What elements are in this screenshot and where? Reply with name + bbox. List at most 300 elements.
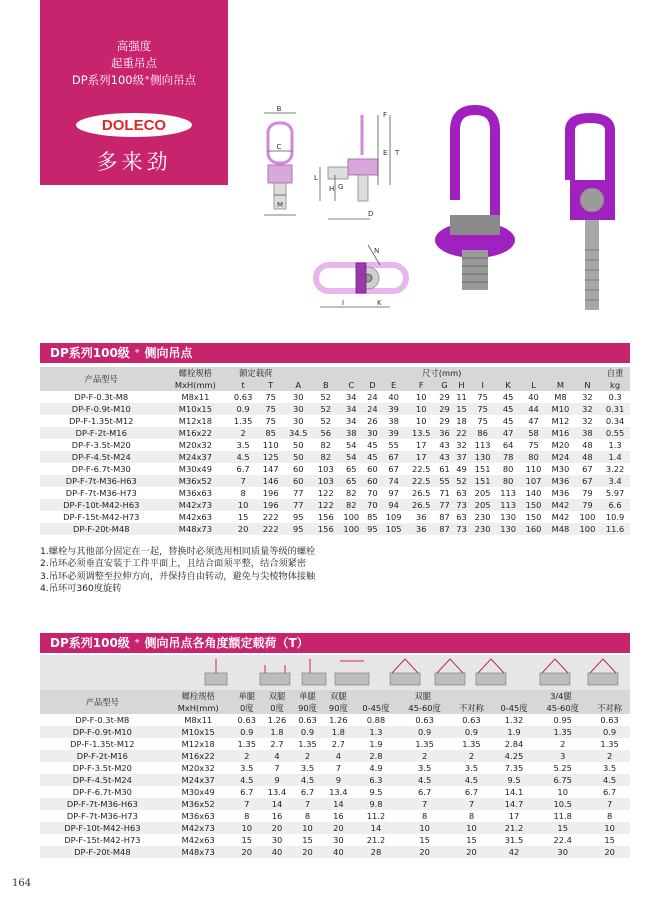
table-cell: 86 — [470, 427, 495, 439]
table-cell: 10.9 — [600, 511, 630, 523]
table-cell: 13.4 — [329, 787, 348, 797]
table-cell: 94 — [381, 499, 406, 511]
table-cell: 36 — [436, 427, 453, 439]
table-cell: 52 — [453, 475, 470, 487]
col-size: 尺寸(mm) — [283, 367, 600, 379]
hoist-ring-right — [570, 118, 615, 310]
table-cell: 55 — [436, 475, 453, 487]
table-cell: 45 — [495, 415, 520, 427]
table-cell: 1.35 — [600, 739, 619, 749]
table-cell: 6.7 — [603, 787, 617, 797]
load-col-q045: 0-45度 — [492, 702, 536, 714]
double-4560-icon — [435, 673, 465, 685]
table-cell: DP-F-6.7t-M30 — [72, 787, 132, 797]
table-cell: 30 — [283, 403, 313, 415]
load-col-double90-angle: 90度 — [323, 702, 354, 714]
table-cell: DP-F-20t-M48 — [40, 846, 165, 858]
table-cell: 3.5 — [300, 763, 315, 773]
table-cell: M42x73 — [163, 499, 229, 511]
table-cell: 95 — [283, 511, 313, 523]
brand-cn: 多来劲 — [96, 150, 172, 174]
table-cell: 4.5 — [292, 774, 323, 786]
section-header-loads — [40, 633, 630, 653]
table-cell: 38 — [339, 427, 364, 439]
table-cell: 30 — [271, 835, 283, 845]
table-cell: 14 — [262, 798, 292, 810]
dim-label-k: K — [377, 299, 382, 307]
table-cell: 20 — [232, 846, 262, 858]
table-cell: 60 — [364, 475, 381, 487]
table-cell: 48 — [575, 451, 600, 463]
table-cell: 7 — [228, 475, 258, 487]
table-cell: 7 — [589, 798, 630, 810]
dim-label-c: C — [276, 143, 282, 151]
table-cell: 130 — [470, 451, 495, 463]
table-cell: 222 — [258, 523, 283, 535]
product-photo — [430, 100, 630, 330]
table-cell: 4.5 — [398, 774, 451, 786]
table-cell: 11.2 — [366, 811, 386, 821]
table-cell: 61 — [436, 463, 453, 475]
col-weight: 自重 — [600, 367, 630, 379]
table-cell: DP-F-10t-M42-H63 — [40, 499, 163, 511]
table-cell: 85 — [364, 511, 381, 523]
table-cell: 10 — [589, 822, 630, 834]
table-cell: 38 — [381, 415, 406, 427]
load-col-q4560: 45-60度 — [536, 702, 589, 714]
table-cell: 18 — [453, 415, 470, 427]
table-cell: 1.26 — [329, 715, 348, 725]
table-cell: 64 — [495, 439, 520, 451]
logo-text: DOLECO — [101, 117, 167, 134]
quad-045-icon — [540, 673, 570, 685]
table-cell: 80 — [521, 451, 546, 463]
table-cell: 28 — [354, 846, 398, 858]
table-cell: 3.4 — [600, 475, 630, 487]
unit-E: E — [381, 379, 406, 391]
table-cell: 29 — [436, 415, 453, 427]
table-cell: 10 — [232, 822, 262, 834]
table-cell: 26.5 — [406, 487, 436, 499]
table-cell: 40 — [262, 846, 292, 858]
table-cell: M36x52 — [165, 798, 232, 810]
dim-label-b: B — [276, 105, 282, 113]
table-cell: M42x73 — [165, 822, 232, 834]
table-cell: 1.26 — [267, 715, 287, 725]
table-cell: M36x63 — [181, 811, 215, 821]
dim-label-g: G — [338, 183, 344, 191]
double-045-icon — [390, 673, 420, 685]
table-cell: 77 — [436, 499, 453, 511]
table-cell: M8x11 — [184, 715, 213, 725]
section-header-specs — [40, 343, 630, 363]
table-cell: 1.32 — [504, 715, 524, 725]
table-cell: 10 — [406, 403, 436, 415]
table-cell: 8 — [304, 811, 311, 821]
table-cell: 7 — [232, 798, 262, 810]
table-cell: 48 — [575, 439, 600, 451]
table-cell: 7 — [451, 798, 492, 810]
load-col-single0-angle: 0度 — [232, 702, 262, 714]
table-row — [40, 810, 630, 822]
table-cell: 49 — [453, 463, 470, 475]
table-cell: 75 — [258, 391, 283, 403]
table-cell: M42x63 — [181, 835, 215, 845]
table-cell: 0.9 — [292, 726, 323, 738]
table-row — [40, 714, 630, 726]
table-cell: 1.35 — [228, 415, 258, 427]
table-cell: 196 — [258, 499, 283, 511]
table-cell: 22.4 — [553, 835, 572, 845]
table-cell: 0.63 — [600, 715, 619, 725]
table-cell: 31.5 — [504, 835, 524, 845]
banner-titles — [40, 38, 228, 89]
table-cell: 39 — [381, 403, 406, 415]
technical-drawings — [250, 95, 410, 335]
double-0-icon — [260, 673, 290, 685]
table-cell: 9.8 — [354, 798, 398, 810]
table-cell: 75 — [521, 439, 546, 451]
table-cell: 29 — [436, 403, 453, 415]
table-cell: 230 — [470, 511, 495, 523]
table-cell: 14.7 — [492, 798, 536, 810]
table-cell: 1.9 — [369, 739, 383, 749]
table-cell: 60 — [364, 463, 381, 475]
table-cell: 47 — [495, 427, 520, 439]
table-cell: 40 — [381, 391, 406, 403]
top-view-drawing — [316, 245, 406, 307]
dim-label-h: H — [329, 185, 335, 193]
table-cell: 3.5 — [228, 439, 258, 451]
table-cell: DP-F-15t-M42-H73 — [64, 835, 141, 845]
unit-kg: kg — [600, 379, 630, 391]
unit-G: G — [436, 379, 453, 391]
front-view-drawing — [264, 113, 296, 215]
unit-A: A — [283, 379, 313, 391]
table-cell: M42 — [546, 511, 574, 523]
table-cell: 147 — [258, 463, 283, 475]
table-cell: DP-F-0.9t-M10 — [40, 726, 165, 738]
table-cell: 113 — [470, 439, 495, 451]
table-cell: 140 — [521, 487, 546, 499]
table-cell: 1.8 — [262, 726, 292, 738]
page-number: 164 — [12, 878, 32, 889]
banner-line2: 起重吊点 — [111, 56, 157, 70]
sling-angle-icons — [40, 655, 630, 690]
table-row — [40, 427, 630, 439]
dim-label-t: T — [395, 149, 400, 157]
table-cell: 2.7 — [331, 739, 345, 749]
col-thread-unit: MxH(mm) — [163, 379, 229, 391]
table-cell: DP-F-0.3t-M8 — [40, 391, 163, 403]
table-cell: 0.9 — [228, 403, 258, 415]
unit-L: L — [521, 379, 546, 391]
table-cell: 37 — [453, 451, 470, 463]
table-cell: 151 — [470, 475, 495, 487]
unit-B: B — [313, 379, 338, 391]
table-cell: 36 — [406, 523, 436, 535]
table-cell: 21.2 — [366, 835, 386, 845]
table-cell: 1.35 — [415, 739, 434, 749]
dim-label-m: M — [276, 201, 284, 209]
table-cell: M30x49 — [181, 787, 215, 797]
table-cell: 85 — [258, 427, 283, 439]
table-cell: 6.7 — [228, 463, 258, 475]
table-row — [40, 798, 630, 810]
table-cell: 30 — [536, 846, 589, 858]
table-cell: 11 — [453, 391, 470, 403]
table-row — [40, 523, 630, 535]
brand-banner — [40, 0, 228, 185]
table-cell: 15 — [241, 835, 253, 845]
load-col-model: 产品型号 — [40, 690, 165, 714]
table-cell: 77 — [283, 499, 313, 511]
table-cell: 34.5 — [283, 427, 313, 439]
table-cell: 22.5 — [406, 463, 436, 475]
table-cell: 0.63 — [228, 391, 258, 403]
table-cell: DP-F-4.5t-M24 — [40, 774, 165, 786]
table-cell: 0.34 — [600, 415, 630, 427]
table-cell: 80 — [495, 475, 520, 487]
load-col-double0: 双腿 — [262, 690, 292, 702]
sling-icons-svg — [40, 655, 630, 690]
table-cell: 15 — [419, 835, 430, 845]
table-cell: 75 — [470, 403, 495, 415]
table-cell: 6.75 — [536, 774, 589, 786]
table-cell: 73 — [453, 523, 470, 535]
table-row — [40, 726, 630, 738]
table-cell: 107 — [521, 475, 546, 487]
table-cell: 0.55 — [600, 427, 630, 439]
table-cell: 0.9 — [451, 726, 492, 738]
table-cell: 11.8 — [553, 811, 572, 821]
dim-label-l: L — [314, 174, 318, 182]
table-cell: 196 — [258, 487, 283, 499]
table-cell: 2 — [589, 750, 630, 762]
table-cell: DP-F-7t-M36-H73 — [40, 487, 163, 499]
table-cell: 8 — [228, 487, 258, 499]
unit-T: T — [258, 379, 283, 391]
table-cell: DP-F-4.5t-M24 — [40, 451, 163, 463]
double-asym-icon — [476, 673, 506, 685]
table-cell: 100 — [339, 523, 364, 535]
table-cell: DP-F-1.35t-M12 — [70, 739, 135, 749]
table-cell: 9.5 — [369, 787, 383, 797]
table-cell: 110 — [258, 439, 283, 451]
table-cell: 14 — [323, 798, 354, 810]
table-cell: 0.9 — [232, 726, 262, 738]
table-cell: 156 — [313, 523, 338, 535]
table-cell: M30 — [546, 463, 574, 475]
table-cell: M36 — [546, 475, 574, 487]
table-cell: 10.5 — [536, 798, 589, 810]
table-cell: 122 — [313, 487, 338, 499]
table-cell: M12 — [546, 415, 574, 427]
table-cell: 6.7 — [418, 787, 432, 797]
table-cell: DP-F-7t-M36-H73 — [66, 811, 138, 821]
table-cell: 8 — [421, 811, 428, 821]
unit-I: I — [470, 379, 495, 391]
table-cell: 0.95 — [553, 715, 572, 725]
table-row — [40, 750, 630, 762]
table-cell: M12x18 — [163, 415, 229, 427]
table-cell: M10 — [546, 403, 574, 415]
table-cell: M16x22 — [163, 427, 229, 439]
table-cell: 130 — [495, 523, 520, 535]
table-cell: 67 — [381, 463, 406, 475]
table-cell: 146 — [258, 475, 283, 487]
table-row — [40, 738, 630, 750]
table-cell: 13.4 — [267, 787, 287, 797]
table-cell: 2 — [560, 739, 566, 749]
table-cell: 230 — [470, 523, 495, 535]
table-cell: 103 — [313, 475, 338, 487]
col-thread: 螺栓规格 — [163, 367, 229, 379]
table-cell: 11.6 — [600, 523, 630, 535]
section-title-specs: DP系列100级 ⁺ 侧向吊点 — [50, 346, 193, 360]
table-cell: 45 — [495, 403, 520, 415]
table-cell: 9 — [323, 774, 354, 786]
table-cell: 1.4 — [600, 451, 630, 463]
table-cell: 74 — [381, 475, 406, 487]
table-cell: 4.5 — [228, 451, 258, 463]
table-cell: 63 — [453, 487, 470, 499]
table-cell: 87 — [436, 523, 453, 535]
table-cell: 15 — [453, 403, 470, 415]
unit-M: M — [546, 379, 574, 391]
table-cell: DP-F-3.5t-M20 — [40, 439, 163, 451]
table-cell: 109 — [381, 511, 406, 523]
table-cell: DP-F-1.35t-M12 — [40, 415, 163, 427]
table-cell: 73 — [453, 499, 470, 511]
table-row — [40, 439, 630, 451]
table-cell: 34 — [339, 391, 364, 403]
table-cell: 15 — [466, 835, 477, 845]
load-table — [40, 690, 630, 858]
load-col-single90-angle: 90度 — [292, 702, 323, 714]
hoist-ring-left — [435, 110, 515, 290]
table-cell: M8x11 — [163, 391, 229, 403]
table-cell: 0.63 — [462, 715, 481, 725]
table-cell: 52 — [313, 403, 338, 415]
table-cell: 0.88 — [366, 715, 386, 725]
table-cell: 3.5 — [464, 763, 479, 773]
table-cell: 10 — [406, 391, 436, 403]
table-cell: 54 — [339, 439, 364, 451]
table-cell: DP-F-20t-M48 — [40, 523, 163, 535]
table-cell: 75 — [258, 415, 283, 427]
table-cell: 0.9 — [589, 726, 630, 738]
table-cell: 65 — [339, 475, 364, 487]
table-cell: M42 — [546, 499, 574, 511]
table-cell: 4.5 — [451, 774, 492, 786]
table-row — [40, 475, 630, 487]
table-cell: 60 — [283, 463, 313, 475]
table-cell: 4.5 — [232, 774, 262, 786]
side-view-drawing — [320, 115, 390, 219]
note-3: 3.吊环必须调整至拉伸方向，并保持自由转动，避免与尖棱物体接触 — [40, 570, 316, 582]
table-cell: 20 — [292, 846, 323, 858]
table-cell: 2.7 — [270, 739, 284, 749]
table-row — [40, 391, 630, 403]
table-cell: 6.7 — [240, 787, 254, 797]
table-cell: 20 — [589, 846, 630, 858]
table-cell: 5.97 — [600, 487, 630, 499]
table-cell: M8 — [546, 391, 574, 403]
table-cell: 2.84 — [504, 739, 524, 749]
table-cell: 205 — [470, 499, 495, 511]
table-cell: 113 — [495, 487, 520, 499]
table-cell: 0.63 — [298, 715, 317, 725]
load-col-34: 3/4腿 — [492, 690, 630, 702]
table-cell: 50 — [283, 451, 313, 463]
dim-label-e: E — [383, 149, 388, 157]
table-cell: 150 — [521, 499, 546, 511]
table-cell: 75 — [470, 415, 495, 427]
table-cell: 0.3 — [600, 391, 630, 403]
table-cell: DP-F-15t-M42-H73 — [40, 511, 163, 523]
table-cell: 4.25 — [492, 750, 536, 762]
table-cell: DP-F-0.9t-M10 — [40, 403, 163, 415]
table-cell: 15 — [228, 511, 258, 523]
table-cell: 20 — [262, 822, 292, 834]
table-cell: M24x37 — [165, 774, 232, 786]
load-col-d045: 0-45度 — [354, 702, 398, 714]
table-cell: 16 — [271, 811, 283, 821]
table-cell: 20 — [451, 846, 492, 858]
table-cell: 22.5 — [406, 475, 436, 487]
table-cell: M30x49 — [163, 463, 229, 475]
unit-F: F — [406, 379, 436, 391]
table-cell: 34 — [339, 403, 364, 415]
table-cell: 40 — [521, 391, 546, 403]
table-cell: 13.5 — [406, 427, 436, 439]
table-cell: 4 — [262, 750, 292, 762]
table-row — [40, 403, 630, 415]
table-cell: 67 — [381, 451, 406, 463]
table-cell: 105 — [381, 523, 406, 535]
table-cell: 150 — [521, 511, 546, 523]
table-cell: 20 — [228, 523, 258, 535]
table-cell: 3.5 — [603, 763, 617, 773]
section-title-loads: DP系列100级 ⁺ 侧向吊点各角度额定载荷（T） — [50, 636, 309, 650]
table-cell: 125 — [258, 451, 283, 463]
table-row — [40, 487, 630, 499]
table-row — [40, 511, 630, 523]
table-cell: 70 — [364, 487, 381, 499]
table-cell: 40 — [323, 846, 354, 858]
table-cell: 1.35 — [462, 739, 481, 749]
table-cell: 6.7 — [300, 787, 315, 797]
table-cell: 9 — [262, 774, 292, 786]
table-cell: 10 — [398, 822, 451, 834]
table-cell: 95 — [364, 523, 381, 535]
table-row — [40, 846, 630, 858]
table-cell: 82 — [339, 487, 364, 499]
table-cell: 10 — [557, 787, 568, 797]
table-cell: 7 — [292, 798, 323, 810]
table-cell: M10x15 — [163, 403, 229, 415]
table-cell: 2 — [292, 750, 323, 762]
banner-line1: 高强度 — [116, 39, 152, 53]
table-cell: 10 — [292, 822, 323, 834]
table-cell: M36x63 — [163, 487, 229, 499]
table-cell: 32 — [575, 391, 600, 403]
table-cell: 130 — [495, 511, 520, 523]
table-cell: 65 — [339, 463, 364, 475]
load-col-dasym: 不对称 — [451, 702, 492, 714]
table-cell: 205 — [470, 487, 495, 499]
